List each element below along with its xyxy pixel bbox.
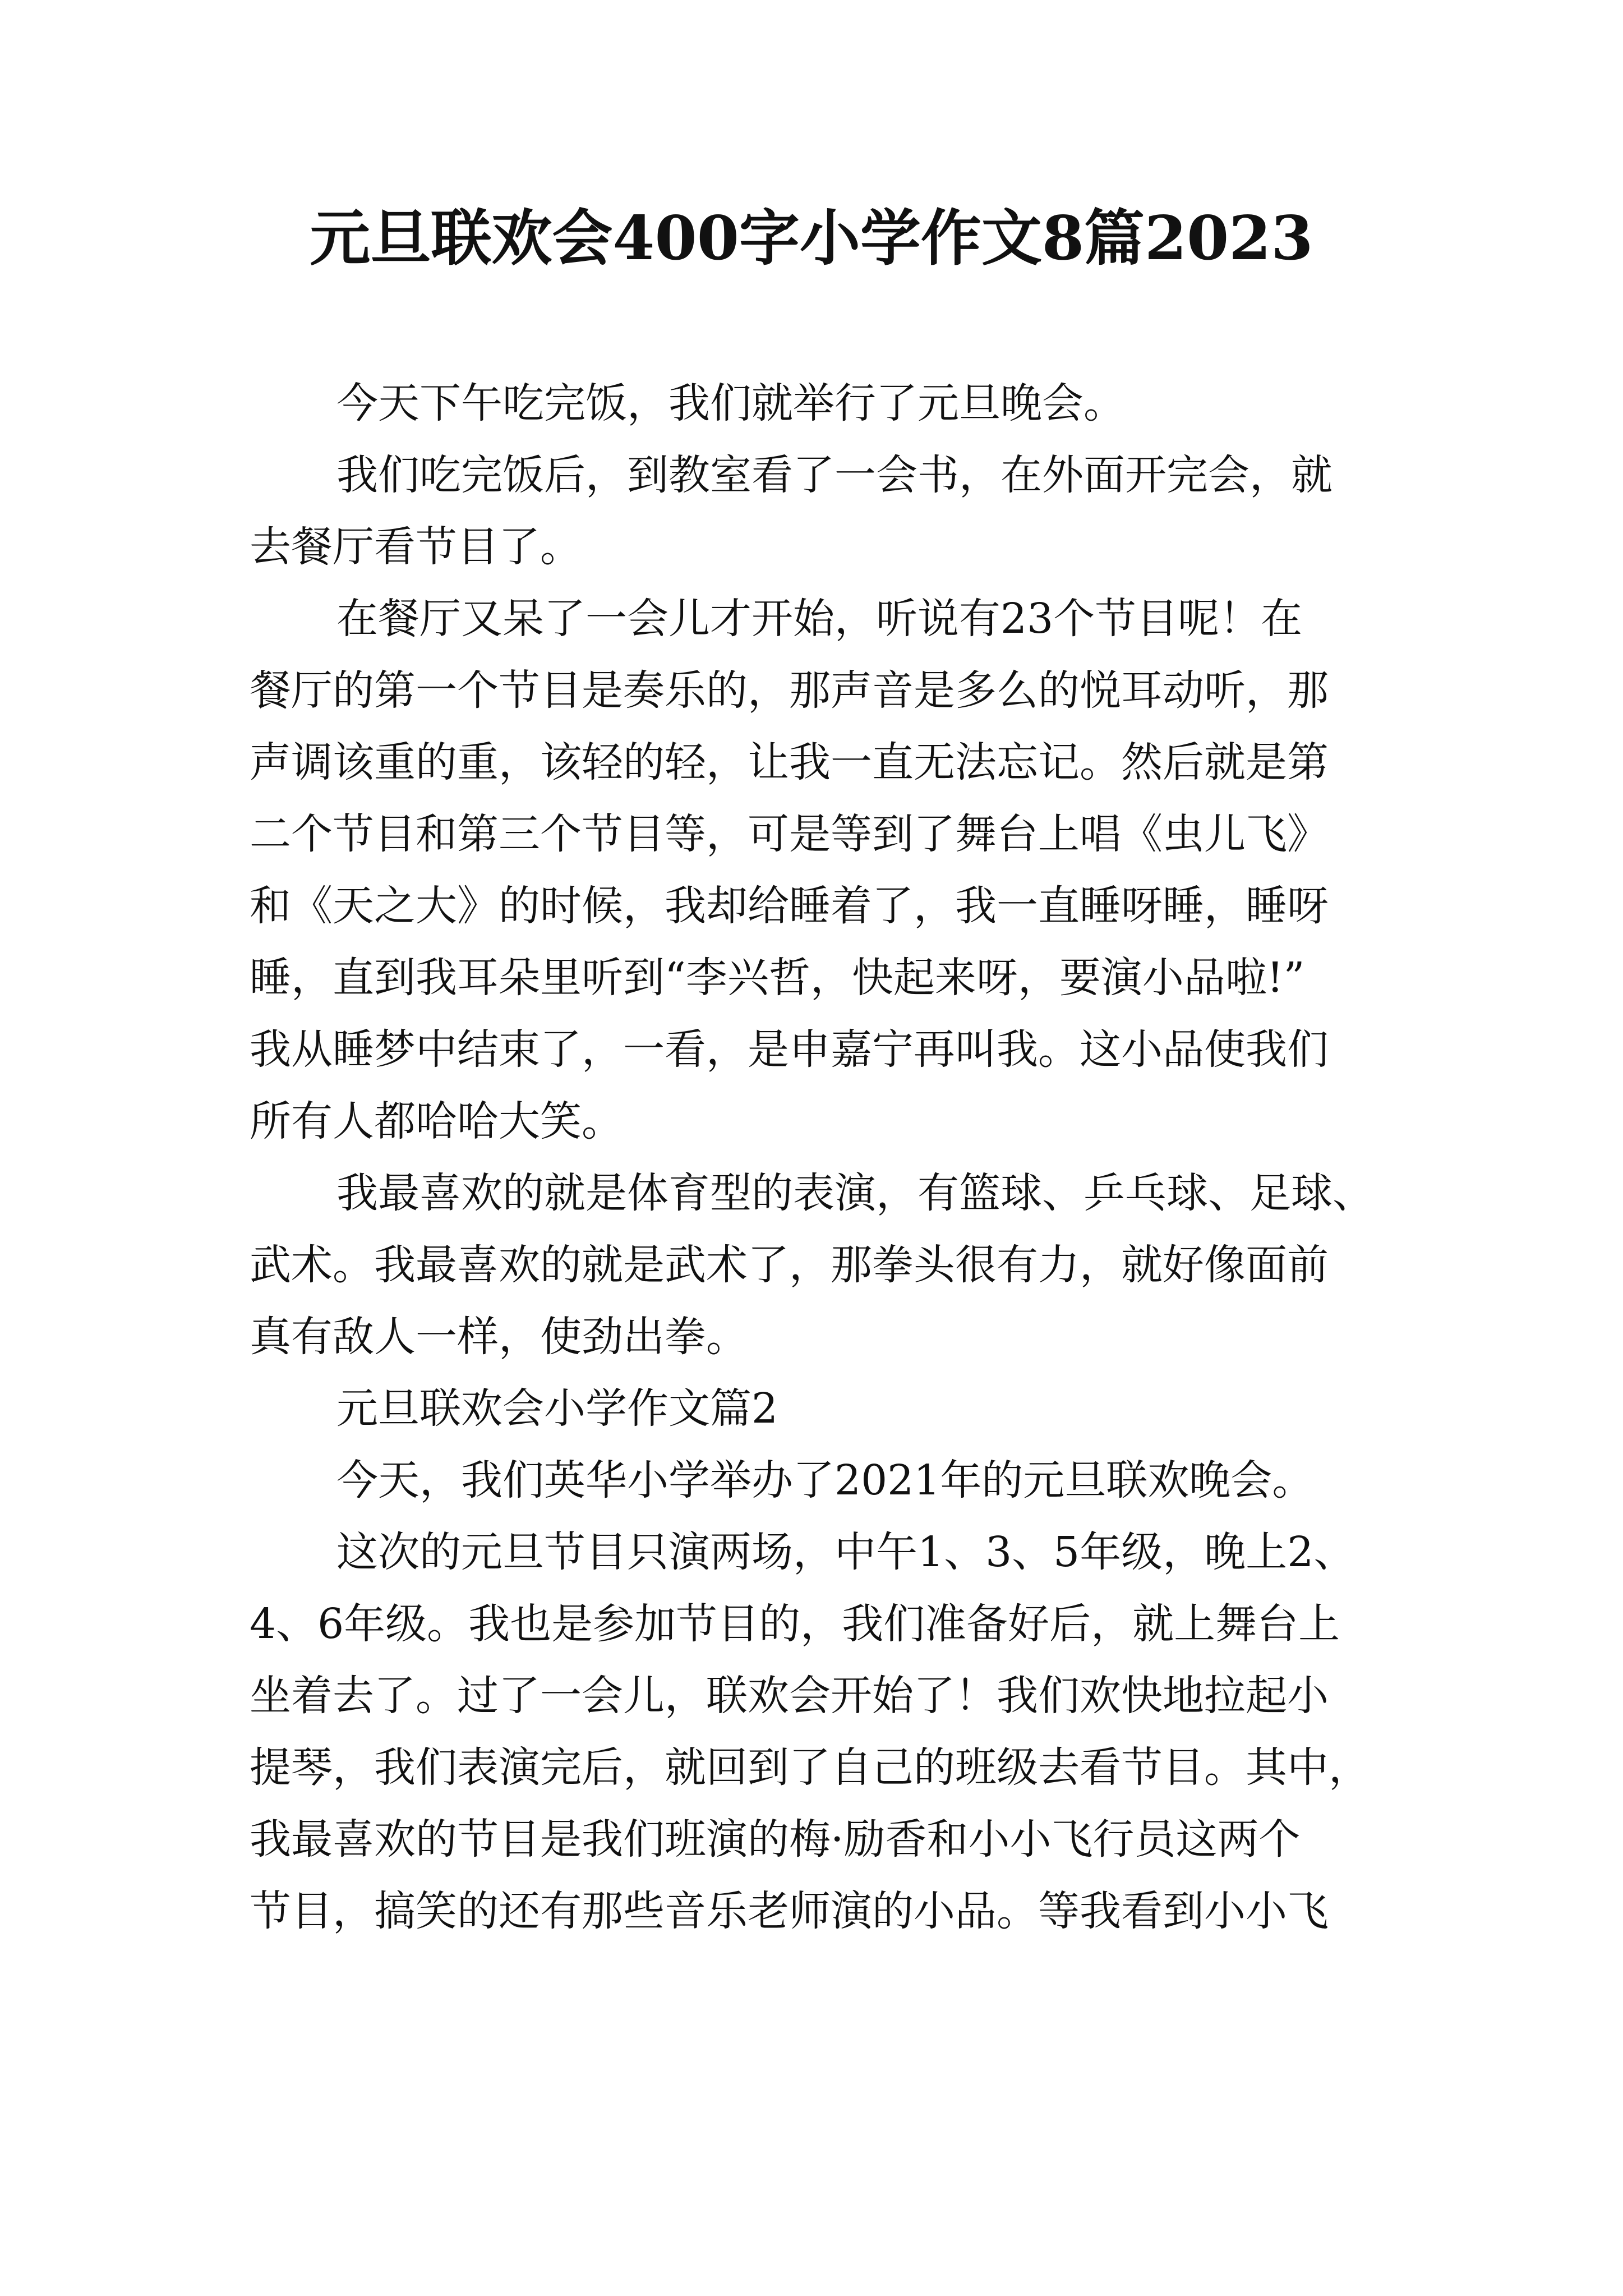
body-line: 今天，我们英华小学举办了2021年的元旦联欢晚会。 [336,1456,1314,1504]
body-line: 我从睡梦中结束了，一看，是申嘉宁再叫我。这小品使我们 [250,1025,1329,1074]
body-line: 我们吃完饭后，到教室看了一会书，在外面开完会，就 [336,451,1332,499]
body-line: 去餐厅看节目了。 [250,523,582,571]
body-line: 我最喜欢的就是体育型的表演，有篮球、乒乓球、足球、 [336,1169,1374,1217]
document-body [250,367,1405,1947]
body-line: 声调该重的重，该轻的轻，让我一直无法忘记。然后就是第 [250,738,1329,786]
body-line: 节目，搞笑的还有那些音乐老师演的小品。等我看到小小飞 [250,1887,1329,1935]
body-line: 在餐厅又呆了一会儿才开始，听说有23个节目呢！在 [336,595,1303,643]
body-line: 和《天之大》的时候，我却给睡着了，我一直睡呀睡，睡呀 [250,882,1329,930]
document-title: 元旦联欢会400字小学作文8篇2023 [310,203,1313,274]
body-line: 睡，直到我耳朵里听到“李兴哲，快起来呀，要演小品啦!” [250,954,1305,1002]
body-line: 真有敌人一样，使劲出拳。 [250,1313,748,1361]
body-line: 4、6年级。我也是参加节目的，我们准备好后，就上舞台上 [250,1600,1340,1648]
body-line: 武术。我最喜欢的就是武术了，那拳头很有力，就好像面前 [250,1241,1329,1289]
body-line: 所有人都哈哈大笑。 [250,1097,623,1145]
body-line: 坐着去了。过了一会儿，联欢会开始了！我们欢快地拉起小 [250,1672,1329,1720]
body-line: 餐厅的第一个节目是奏乐的，那声音是多么的悦耳动听，那 [250,666,1329,715]
body-line: 这次的元旦节目只演两场，中午1、3、5年级，晚上2、 [336,1528,1355,1576]
body-line: 今天下午吃完饭，我们就举行了元旦晚会。 [336,379,1125,427]
body-line: 我最喜欢的节目是我们班演的梅·励香和小小飞行员这两个 [250,1815,1301,1864]
body-line: 二个节目和第三个节目等，可是等到了舞台上唱《虫儿飞》 [250,810,1329,858]
section-heading: 元旦联欢会小学作文篇2 [336,1384,778,1433]
body-line: 提琴，我们表演完后，就回到了自己的班级去看节目。其中， [250,1743,1370,1792]
